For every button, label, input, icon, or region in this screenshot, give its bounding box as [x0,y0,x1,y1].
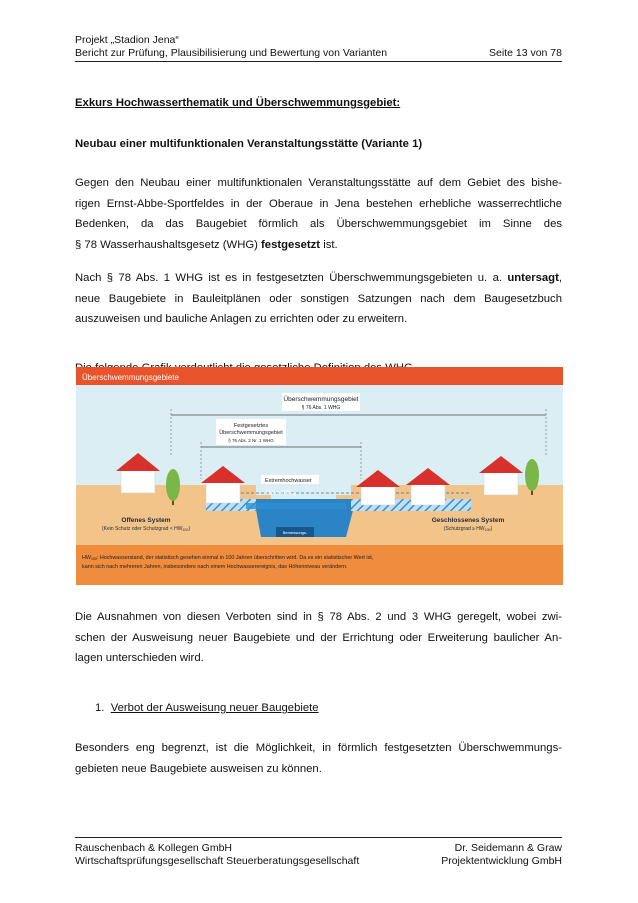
bold-term: festgesetzt [261,238,321,251]
closed-system-title: Geschlossenes System [431,517,505,524]
footer-right [441,842,562,868]
header-project: Projekt „Stadion Jena“ [75,34,179,46]
paragraph-2-line: neue Baugebiete in Bauleitplänen oder sonstigen Satzungen nach dem Baugesetzbuch [75,292,562,305]
list-item-text: Verbot der Ausweisung neuer Baugebiete [110,702,319,714]
page-header [75,34,562,60]
paragraph-5 [75,738,562,779]
paragraph-1 [75,173,562,255]
paragraph-2 [75,268,562,330]
text-run: , [558,272,562,284]
fixed-label-2: Überschwemmungsgebiet [219,430,283,436]
paragraph-4-line: Die Ausnahmen von diesen Verboten sind in § 78 Abs. 2 und 3 WHG geregelt, wobei zwi- [75,611,562,623]
paragraph-4 [75,607,562,669]
subsection-heading: Neubau einer multifunktionalen Veranstaltungsstätte (Variante 1) [75,138,423,150]
page-footer [75,842,562,868]
section-heading: Exkurs Hochwasserthematik und Überschwemmungsgebiet: [75,97,401,109]
figure-banner-title: Überschwemmungsgebiete [82,373,179,382]
header-divider [75,61,562,62]
paragraph-2-line [75,268,562,289]
footer-divider [75,837,562,838]
fixed-ref: § 76 Abs. 2 Nr. 1 WHG [228,438,274,443]
bold-term: untersagt [507,272,559,284]
text-run: § 78 Wasserhaushaltsgesetz (WHG) [75,238,262,251]
hw-label: HW ≥ $HW_{100}$ [266,490,297,497]
paragraph-1-line: Bedenken, da das Baugebiet förmlich als Überschwemmungsgebiet im Sinne des [75,218,562,230]
footer-left-2: Wirtschaftsprüfungsgesellschaft Steuerberatungsgesellschaft [75,855,360,867]
text-run: Nach § 78 Abs. 1 WHG ist es in festgesetzten Überschwemmungsgebieten u. a. [75,272,508,284]
paragraph-1-line: rigen Ernst-Abbe-Sportfeldes in der Oberaue in Jena bestehen erhebliche wasserrechtliche [75,197,562,210]
area-label: Überschwemmungsgebiet [283,396,359,403]
paragraph-5-line: gebieten neue Baugebiete ausweisen zu können. [75,762,322,775]
footer-right-1: Dr. Seidemann & Graw [454,842,562,854]
list-item-number: 1. [95,702,105,714]
fixed-label-1: Festgesetztes [233,423,269,429]
paragraph-4-line: schen der Ausweisung neuer Baugebiete und der Errichtung oder Erweiterung baulicher An- [75,631,562,644]
footer-right-2: Projektentwicklung GmbH [441,855,562,867]
header-report: Bericht zur Prüfung, Plausibilisierung und Bewertung von Varianten [75,47,388,59]
open-system-title: Offenes System [121,517,171,524]
note-line-2: kann sich nach mehreren Jahren, insbesondere nach einem Hochwasserereignis, das Höhenniveau verändern. [82,564,348,570]
paragraph-1-line [75,235,562,256]
flood-area-diagram [76,367,563,585]
closed-system-subtitle: (Schutzgrad ≥ $HW_{100}$) [443,526,493,533]
paragraph-5-line: Besonders eng begrenzt, ist die Möglichkeit, in förmlich festgesetzten Überschwemmungs- [75,742,562,754]
paragraph-2-line: auszuweisen und bauliche Anlagen zu errichten oder zu erweitern. [75,313,408,325]
paragraph-4-line: lagen unterschieden wird. [75,652,204,664]
paragraph-1-line: Gegen den Neubau einer multifunktionalen Veranstaltungsstätte auf dem Gebiet des bishe- [75,177,562,189]
note-line-1: $HW_{100}$: Hochwasserstand, der statistisch gesehen einmal in 100 Jahren überschritten wird. Da es ein statistischer Wert ist, [82,555,374,562]
area-ref: § 76 Abs. 1 WHG [301,405,341,411]
extreme-label: Extremhochwasser [265,478,312,484]
list-item-1 [95,698,555,719]
header-page-number: Seite 13 von 78 [489,47,562,59]
river-label: Bemessungs- [282,530,308,535]
hw-level [246,503,346,509]
open-system-subtitle: (Kein Schutz oder Schutzgrad < $HW_{100}$) [102,526,190,533]
footer-left-1: Rauschenbach & Kollegen GmbH [75,842,233,854]
text-run: ist. [320,238,338,251]
